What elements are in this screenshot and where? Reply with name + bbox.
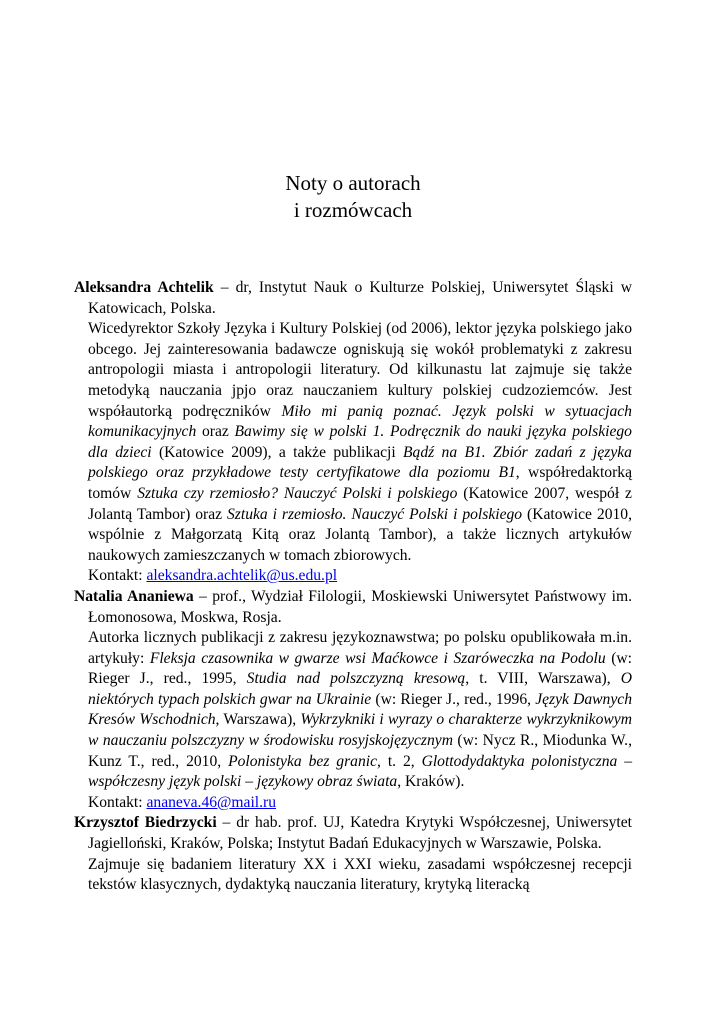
- book-title: Bądź na B1. Zbiór zadań z języka polskiego oraz przykładowe testy certyfikatowe dla poziomu B1: [88, 443, 632, 482]
- book-title: Język Dawnych Kresów Wschodnich: [88, 690, 632, 729]
- author-contact: Kontakt: aleksandra.achtelik@us.edu.pl: [88, 567, 338, 585]
- book-title: Sztuka i rzemiosło. Nauczyć Polski i polskiego: [227, 505, 523, 523]
- author-name: Krzysztof Biedrzycki: [74, 814, 217, 832]
- book-title: Bawimy się w polski 1. Podręcznik do nauki języka polskiego dla dzieci: [88, 423, 632, 461]
- email-link[interactable]: aleksandra.achtelik@us.edu.pl: [146, 567, 338, 585]
- page-title: [74, 170, 632, 224]
- email-link[interactable]: ananeva.46@mail.ru: [146, 793, 277, 811]
- page: [74, 170, 632, 896]
- author-header: [74, 587, 632, 628]
- author-entry-biedrzycki: [74, 813, 632, 895]
- author-entry-ananiewa: [74, 587, 632, 814]
- article-title: O niektórych typach polskich gwar na Ukrainie: [88, 670, 632, 708]
- article-title: Wykrzykniki i wyrazy o charakterze wykrzyknikowym w nauczaniu polszczyzny w środowisku rosyjskojęzycznym: [88, 711, 632, 750]
- author-affiliation: – dr, Instytut Nauk o Kulturze Polskiej, Uniwersytet Śląski w Katowicach, Polska.: [88, 279, 632, 317]
- author-bio: Autorka licznych publikacji z zakresu językoznawstwa; po polsku opublikowała m.in. artykuły: Fleksja czasownika w gwarze wsi Maćkowce i Szaróweczka na Podolu (w: Rieger J., red., 1995, Studia nad polszczyzną kresową, t. VIII, Warszawa), O niektórych typach polskich gwar na Ukrainie (w: Rieger J., red., 1996, Język Dawnych Kresów Wschodnich, Warszawa), Wykrzykniki i wyrazy o charakterze wykrzyknikowym w nauczaniu polszczyzny w środowisku rosyjskojęzycznym (w: Nycz R., Miodunka W., Kunz T., red., 2010, Polonistyka bez granic, t. 2, Glottodydaktyka polonistyczna – współczesny język polski – językowy obraz świata, Kraków).: [88, 629, 633, 791]
- author-contact: Kontakt: ananeva.46@mail.ru: [88, 793, 277, 811]
- author-header: [74, 278, 632, 319]
- author-affiliation: – dr hab. prof. UJ, Katedra Krytyki Współczesnej, Uniwersytet Jagielloński, Kraków, Polska; Instytut Badań Edukacyjnych w Warszawie, Polska.: [88, 814, 633, 853]
- author-bio: Wicedyrektor Szkoły Języka i Kultury Polskiej (od 2006), lektor języka polskiego jako obcego. Jej zainteresowania badawcze ogniskują się wokół problematyki z zakresu antropologii miasta i antropologii literatury. Od kilkunastu lat zajmuje się także metodyką nauczania jpjo oraz nauczaniem kultury polskiej cudzoziemców. Jest współautorką podręczników Miło mi panią poznać. Język polski w sytuacjach komunikacyjnych oraz Bawimy się w polski 1. Podręcznik do nauki języka polskiego dla dzieci (Katowice 2009), a także publikacji Bądź na B1. Zbiór zadań z języka polskiego oraz przykładowe testy certyfikatowe dla poziomu B1, współredaktorką tomów Sztuka czy rzemiosło? Nauczyć Polski i polskiego (Katowice 2007, wespół z Jolantą Tambor) oraz Sztuka i rzemiosło. Nauczyć Polski i polskiego (Katowice 2010, wspólnie z Małgorzatą Kitą oraz Jolantą Tambor), a także licznych artykułów naukowych zamieszczanych w tomach zbiorowych.: [88, 320, 632, 564]
- book-title: Miło mi panią poznać. Język polski w sytuacjach komunikacyjnych: [88, 402, 632, 441]
- book-title: Studia nad polszczyzną kresową: [246, 670, 466, 688]
- author-entry-achtelik: [74, 278, 632, 587]
- title-line-1: Noty o autorach: [285, 171, 421, 195]
- author-affiliation: – prof., Wydział Filologii, Moskiewski Uniwersytet Państwowy im. Łomonosowa, Moskwa, Rosja.: [88, 587, 632, 626]
- book-title: Sztuka czy rzemiosło? Nauczyć Polski i polskiego: [137, 484, 458, 502]
- book-title: Polonistyka bez granic,: [228, 752, 381, 770]
- author-name: Natalia Ananiewa: [74, 587, 194, 605]
- title-line-2: i rozmówcach: [293, 198, 413, 222]
- author-header: [74, 813, 632, 854]
- author-name: Aleksandra Achtelik: [74, 279, 214, 296]
- book-title: Glottodydaktyka polonistyczna – współczesny język polski – językowy obraz świata: [88, 752, 633, 791]
- article-title: Fleksja czasownika w gwarze wsi Maćkowce i Szaróweczka na Podolu: [149, 649, 606, 667]
- author-bio: Zajmuje się badaniem literatury XX i XXI wieku, zasadami współczesnej recepcji tekstów klasycznych, dydaktyką nauczania literatury, krytyką literacką: [88, 855, 632, 894]
